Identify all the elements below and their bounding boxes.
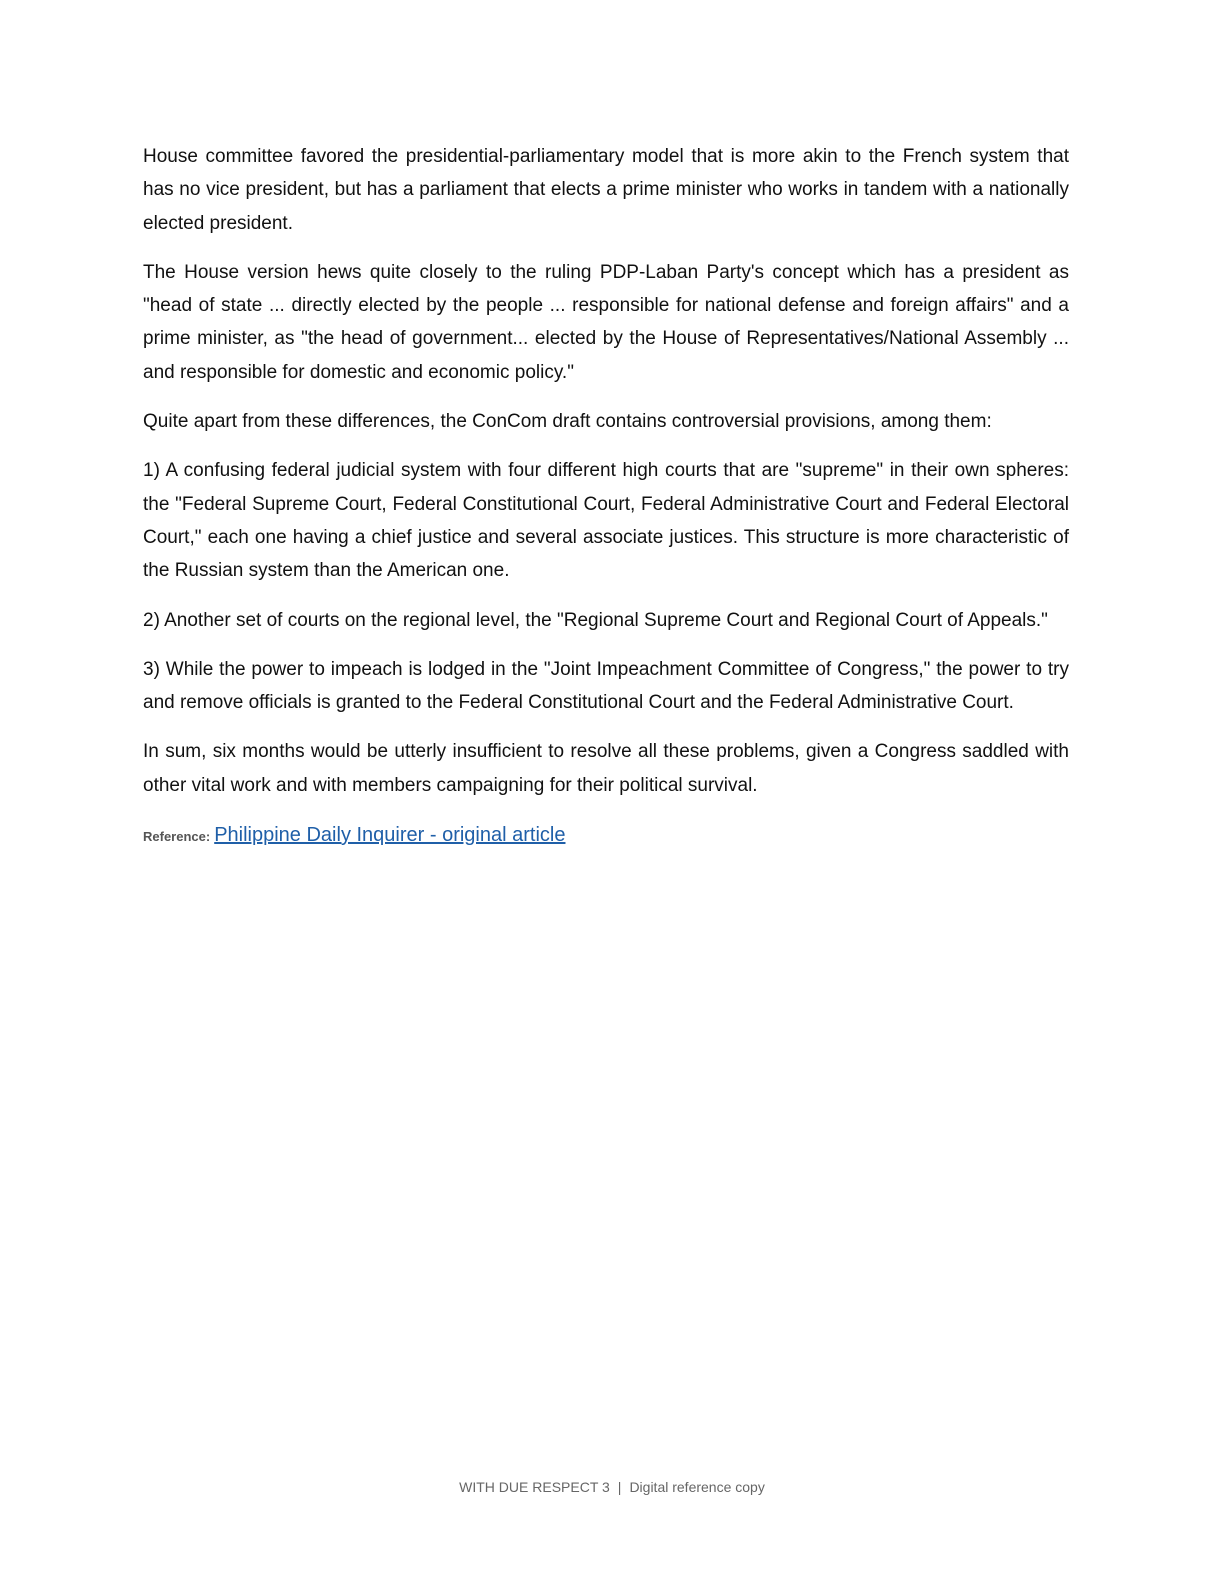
reference-link[interactable]: Philippine Daily Inquirer - original article [214,824,566,847]
footer-title: WITH DUE RESPECT 3 [459,1479,610,1495]
paragraph-item-1-judicial-system: 1) A confusing federal judicial system with four different high courts that are "supreme" in their own spheres: the "Federal Supreme Court, Federal Constitutional Court, Federal Administrative Court and Federal Electoral Court," each one having a chief justice and several associate justices. This structure is more characteristic of the Russian system than the American one. [143,460,1069,582]
paragraph-item-3-impeachment: 3) While the power to impeach is lodged in the "Joint Impeachment Committee of Congress," the power to try and remove officials is granted to the Federal Constitutional Court and the Federal Administrative Court. [143,658,1069,714]
paragraph-house-version: The House version hews quite closely to the ruling PDP-Laban Party's concept which has a president as "head of state ... directly elected by the people ... responsible for national defense and foreign affairs" and a prime minister, as "the head of government... elected by the House of Representatives/National Assembly ... and responsible for domestic and economic policy." [143,261,1069,383]
reference-label: Reference: [143,829,211,845]
page-footer [0,1479,1224,1495]
paragraph-controversial-provisions: Quite apart from these differences, the ConCom draft contains controversial provisions, among them: [143,411,992,433]
document-body [143,140,1069,852]
footer-separator: | [617,1479,622,1495]
paragraph-item-2-regional-courts: 2) Another set of courts on the regional level, the "Regional Supreme Court and Regional Court of Appeals." [143,609,1048,631]
paragraph-in-sum: In sum, six months would be utterly insufficient to resolve all these problems, given a Congress saddled with other vital work and with members campaigning for their political survival. [143,741,1069,796]
footer-note: Digital reference copy [629,1479,765,1495]
paragraph-french-model: House committee favored the presidential-parliamentary model that is more akin to the French system that has no vice president, but has a parliament that elects a prime minister who works in tandem with a nationally elected president. [143,146,1069,234]
reference-line [143,820,1069,852]
